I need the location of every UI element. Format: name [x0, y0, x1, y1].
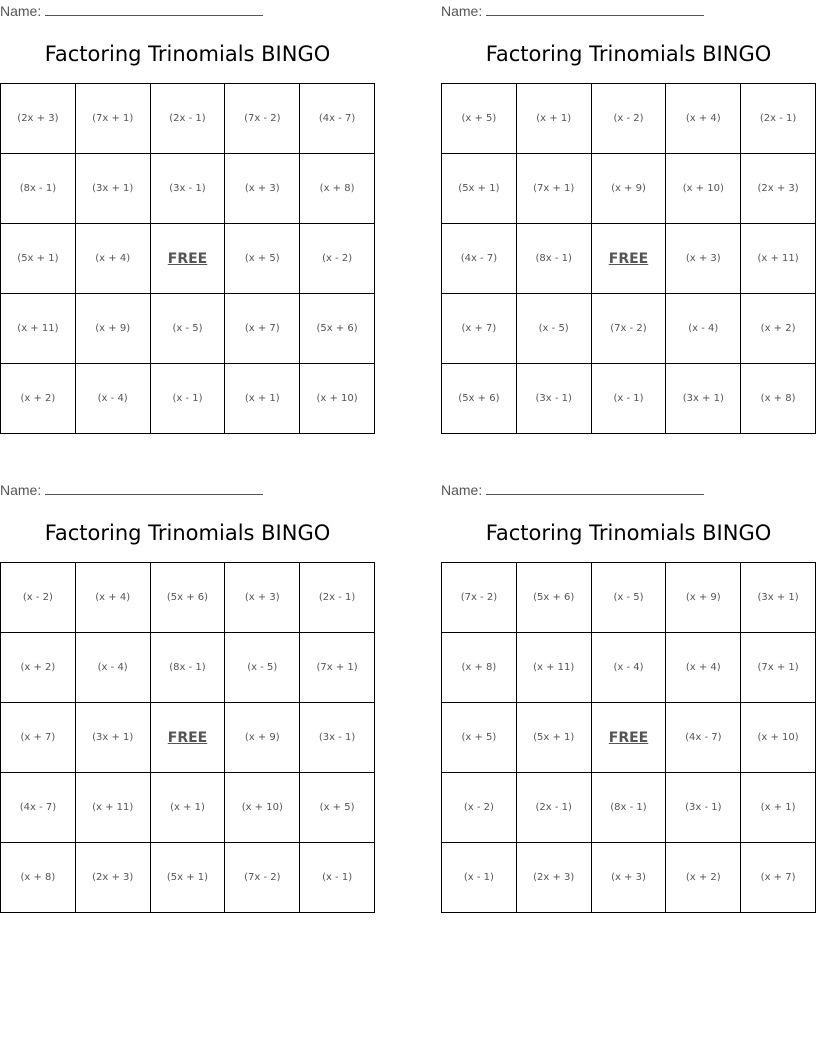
bingo-cell: (x - 2) — [592, 84, 667, 154]
bingo-cell: (x + 5) — [225, 224, 300, 294]
bingo-cell: (x + 7) — [225, 294, 300, 364]
bingo-cell: (3x + 1) — [666, 364, 741, 434]
bingo-cell: (4x - 7) — [1, 773, 76, 843]
free-space: FREE — [592, 703, 667, 773]
bingo-cell: (x - 2) — [1, 563, 76, 633]
bingo-cell: (x + 5) — [442, 703, 517, 773]
bingo-cell: (x + 7) — [1, 703, 76, 773]
bingo-cell: (x + 11) — [76, 773, 151, 843]
bingo-cell: (x + 1) — [517, 84, 592, 154]
bingo-cell: (x - 4) — [76, 364, 151, 434]
bingo-cell: (x - 1) — [592, 364, 667, 434]
bingo-cell: (7x + 1) — [76, 84, 151, 154]
bingo-cell: (x + 8) — [1, 843, 76, 913]
bingo-cell: (5x + 6) — [151, 563, 226, 633]
bingo-cell: (2x + 3) — [1, 84, 76, 154]
name-row — [0, 3, 41, 19]
bingo-cell: (7x + 1) — [741, 633, 816, 703]
bingo-cell: (x + 10) — [666, 154, 741, 224]
bingo-cell: (x + 10) — [300, 364, 375, 434]
bingo-cell: (x - 1) — [151, 364, 226, 434]
bingo-card-3 — [0, 479, 375, 914]
bingo-cell: (5x + 1) — [442, 154, 517, 224]
card-title: Factoring Trinomials BINGO — [485, 42, 772, 66]
bingo-cell: (2x - 1) — [151, 84, 226, 154]
name-row — [441, 482, 482, 498]
name-line — [486, 494, 704, 495]
bingo-cell: (4x - 7) — [666, 703, 741, 773]
free-space: FREE — [151, 703, 226, 773]
bingo-cell: (x + 7) — [442, 294, 517, 364]
bingo-cell: (x - 1) — [442, 843, 517, 913]
name-row — [441, 3, 482, 19]
bingo-cell: (x + 2) — [741, 294, 816, 364]
bingo-cell: (x + 3) — [592, 843, 667, 913]
bingo-cell: (x + 10) — [225, 773, 300, 843]
bingo-card-2 — [441, 0, 816, 435]
bingo-cell: (x - 1) — [300, 843, 375, 913]
bingo-cell: (x - 4) — [666, 294, 741, 364]
card-title: Factoring Trinomials BINGO — [485, 521, 772, 545]
bingo-cell: (x - 4) — [76, 633, 151, 703]
bingo-cell: (2x + 3) — [517, 843, 592, 913]
bingo-cell: (5x + 1) — [151, 843, 226, 913]
name-line — [45, 15, 263, 16]
bingo-cell: (2x + 3) — [76, 843, 151, 913]
bingo-cell: (x - 2) — [300, 224, 375, 294]
bingo-cell: (3x + 1) — [76, 703, 151, 773]
bingo-cell: (3x - 1) — [666, 773, 741, 843]
bingo-cell: (7x - 2) — [225, 84, 300, 154]
bingo-cell: (x - 5) — [517, 294, 592, 364]
bingo-cell: (x + 8) — [741, 364, 816, 434]
bingo-cell: (2x - 1) — [300, 563, 375, 633]
card-title: Factoring Trinomials BINGO — [44, 42, 331, 66]
bingo-cell: (3x - 1) — [517, 364, 592, 434]
free-space: FREE — [151, 224, 226, 294]
bingo-cell: (x + 5) — [300, 773, 375, 843]
bingo-cell: (8x - 1) — [517, 224, 592, 294]
card-title: Factoring Trinomials BINGO — [44, 521, 331, 545]
bingo-cell: (x - 4) — [592, 633, 667, 703]
bingo-cell: (8x - 1) — [151, 633, 226, 703]
bingo-cell: (x - 2) — [442, 773, 517, 843]
bingo-card-4 — [441, 479, 816, 914]
bingo-cell: (4x - 7) — [300, 84, 375, 154]
bingo-cell: (8x - 1) — [1, 154, 76, 224]
name-label: Name: — [0, 482, 42, 498]
bingo-cell: (7x + 1) — [517, 154, 592, 224]
bingo-cell: (x + 2) — [666, 843, 741, 913]
bingo-cell: (x + 1) — [741, 773, 816, 843]
bingo-cell: (x + 11) — [741, 224, 816, 294]
bingo-cell: (2x + 3) — [741, 154, 816, 224]
name-line — [45, 494, 263, 495]
bingo-cell: (7x - 2) — [442, 563, 517, 633]
bingo-cell: (7x - 2) — [225, 843, 300, 913]
bingo-card-1 — [0, 0, 375, 435]
bingo-cell: (5x + 6) — [300, 294, 375, 364]
bingo-cell: (5x + 6) — [442, 364, 517, 434]
bingo-cell: (3x + 1) — [741, 563, 816, 633]
bingo-cell: (x + 5) — [442, 84, 517, 154]
bingo-cell: (7x + 1) — [300, 633, 375, 703]
bingo-cell: (x - 5) — [592, 563, 667, 633]
bingo-cell: (x + 3) — [666, 224, 741, 294]
bingo-cell: (x + 9) — [225, 703, 300, 773]
name-label: Name: — [441, 482, 483, 498]
bingo-cell: (x + 1) — [151, 773, 226, 843]
bingo-cell: (8x - 1) — [592, 773, 667, 843]
bingo-cell: (4x - 7) — [442, 224, 517, 294]
bingo-cell: (x - 5) — [151, 294, 226, 364]
free-space: FREE — [592, 224, 667, 294]
bingo-cell: (x + 4) — [76, 563, 151, 633]
bingo-cell: (x + 2) — [1, 633, 76, 703]
bingo-cell: (x + 3) — [225, 154, 300, 224]
bingo-cell: (x - 5) — [225, 633, 300, 703]
bingo-grid — [0, 562, 375, 913]
bingo-cell: (x + 4) — [666, 84, 741, 154]
bingo-cell: (x + 4) — [666, 633, 741, 703]
bingo-cell: (x + 3) — [225, 563, 300, 633]
bingo-cell: (x + 9) — [592, 154, 667, 224]
bingo-cell: (x + 8) — [300, 154, 375, 224]
name-label: Name: — [441, 3, 483, 19]
bingo-cell: (x + 9) — [76, 294, 151, 364]
name-line — [486, 15, 704, 16]
bingo-grid — [0, 83, 375, 434]
bingo-grid — [441, 83, 816, 434]
bingo-cell: (5x + 1) — [1, 224, 76, 294]
bingo-cell: (x + 11) — [517, 633, 592, 703]
bingo-cell: (2x - 1) — [741, 84, 816, 154]
bingo-cell: (3x + 1) — [76, 154, 151, 224]
name-row — [0, 482, 41, 498]
bingo-cell: (x + 9) — [666, 563, 741, 633]
bingo-cell: (5x + 6) — [517, 563, 592, 633]
bingo-cell: (x + 7) — [741, 843, 816, 913]
bingo-cell: (2x - 1) — [517, 773, 592, 843]
bingo-cell: (x + 11) — [1, 294, 76, 364]
bingo-cell: (7x - 2) — [592, 294, 667, 364]
bingo-cell: (5x + 1) — [517, 703, 592, 773]
bingo-cell: (3x - 1) — [300, 703, 375, 773]
bingo-cell: (x + 10) — [741, 703, 816, 773]
bingo-cell: (x + 8) — [442, 633, 517, 703]
bingo-cell: (x + 4) — [76, 224, 151, 294]
bingo-cell: (3x - 1) — [151, 154, 226, 224]
bingo-cell: (x + 2) — [1, 364, 76, 434]
bingo-grid — [441, 562, 816, 913]
name-label: Name: — [0, 3, 42, 19]
bingo-cell: (x + 1) — [225, 364, 300, 434]
